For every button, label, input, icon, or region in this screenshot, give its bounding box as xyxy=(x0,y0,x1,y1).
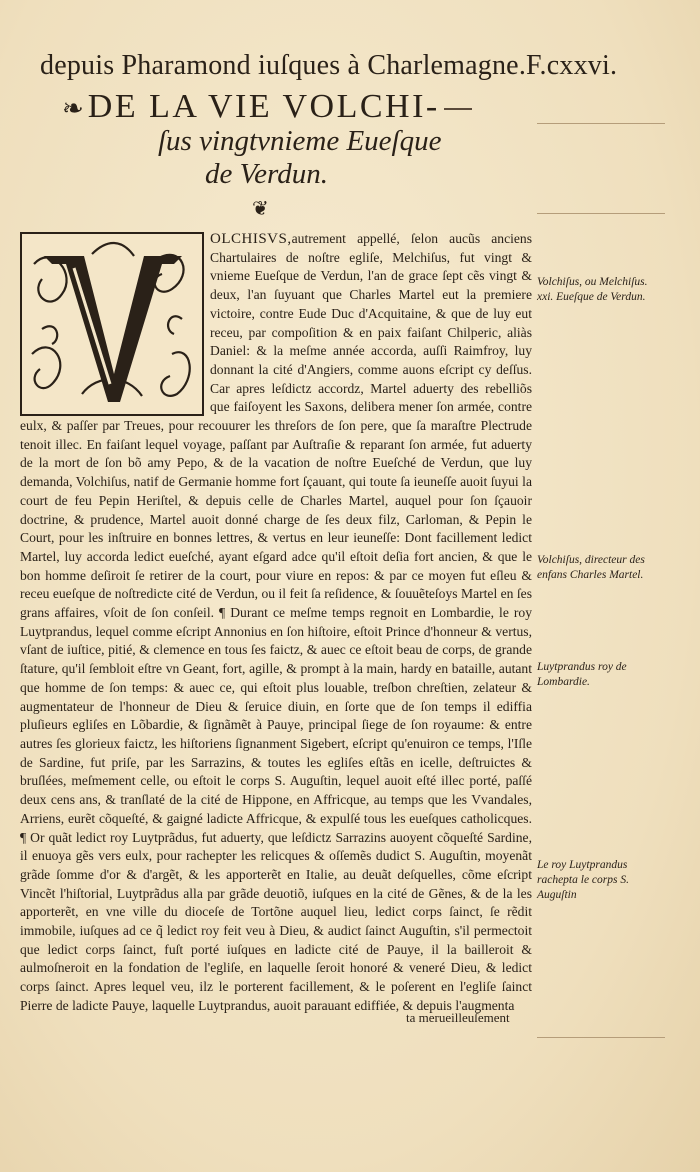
fleuron-icon: ❧ xyxy=(62,94,84,123)
initial-space xyxy=(20,230,210,417)
chapter-title-line-3: de Verdun. xyxy=(205,158,328,190)
margin-note-directeur: Volchiſus, directeur des enfans Charles Martel. xyxy=(537,554,645,581)
margin-rule xyxy=(537,213,665,214)
catchword: ta merueilleuſement xyxy=(406,1010,510,1025)
body-paragraph: autrement appellé, ſelon aucũs anciens Chartulaires de noſtre egliſe, Melchiſus, fut vingt & vnieme Eueſque de Verdun, l'an de grace ſept cẽs vingt & deux, l'an ſuyuant que Charles Martel eut la premiere victoire, contre Eude Duc d'Acquitaine, & que de luy eut receu, par compoſition & en paix faiſant Chilperic, aliàs Daniel: & la meſme année accorda, auſſi Raimfroy, luy donnant la cité d'Angiers, comme auons eſcript cy deſſus. Car apres leſdictz accordz, Martel aduerty des rebelliõs que faiſoyent les Saxons, delibera mener ſon armée, contre eulx, & paſſer par Treues, pour recouurer les threſors de ſon pere, que ſa maraſtre Plectrude tenoit illec. En faiſant lequel voyage, paſſant par Auſtraſie & reparant ſon armée, fut aduerty de la mort de ſon bõ amy Pepo, & de la vacation de noſtre Eueſché de Verdun, que luy demanda, Volchiſus, natif de Germanie homme fort ſçauant, qui toute ſa ieuneſſe auoit ſuyui la court de feu Pepin Heriſtel, & depuis celle de Charles Martel, auquel pour ſon ſçauoir doctrine, & prudence, Martel auoit donné charge de ſes deux filz, Carloman, & Pepin le Court, pour les inſtruire en bonnes lettres, & vertus en leur ieuneſſe: Dont facillement ledict Martel, luy accorda ledict eueſché, ayant eſgard adce qu'il eſtoit deſia fort ancien, & que le bon homme deſiroit ſe retirer de la court, pour viure en repos: & par ce moyen fut eſleu & receu eueſque de noſtredicte cité de Verdun, ou il feit ſa reſidence, & ſouuẽteſoys Martel en ſes grans affaires, vſoit de ſon conſeil. ¶ Durant ce meſme temps regnoit en Lombardie, le roy Luytprandus, lequel comme eſcript Annonius en ſon hiſtoire, eſtoit Prince d'honneur & vertus, vſant de iuſtice, pitié, & clemence en tous ſes faictz, & auec ce eſtoit beau de corps, de grande ſtature, qu'il ſembloit eſtre vn Geant, fort, agille, & prompt à la main, hardy en bataille, autant que homme de ſon temps: & auec ce, qui eſtoit plus louable, treſbon chreſtien, zelateur & augmentateur de l'honneur de Dieu & ſeruice diuin, en ſorte que de ſon temps il ediffia pluſieurs egliſes en Lõbardie, & ſignãmẽt à Pauye, principal ſiege de ſon royaume: & entre autres ſes glorieux faictz, les hiſtoriens ſignanment Sigebert, eſcript qu'enuiron ce temps, l'Iſle de Sardine, fut priſe, par les Sarrazins, & toutes les egliſes eſtãs en icelle, deſtruictes & bruſlées, meſmement celle, ou eſtoit le corps S. Auguſtin, lequel auoit eſté illec porté, paſſé deux cens ans, & tranſlaté de la cité de Hippone, en Affricque, au temps que les Vvandales, Arriens, eurẽt cõqueſté, & gaigné ladicte Affricque, & expulſé tous les eueſques catholicques. ¶ Or quãt ledict roy Luytprãdus, fut aduerty, que leſdictz Sarrazins auoyent cõqueſté Sardine, il enuoya gẽs vers eulx, pour rachepter les relicques & oſſemẽs dudict S. Auguſtin, moyenãt grãde ſomme d'or & d'argẽt, & les apporterẽt en Italie, au deuãt deſquelles, cõme eſcript Vincẽt l'hiſtorial, Luytprãdus alla par grãde deuotiõ, iuſques en la cité de Gẽnes, & de la les apporterẽt, en vne ville du diocеſe de Tortõne auquel lieu, ledict corps ſainct, ſe rẽdit immobile, iuſques ad ce q̃ ledict roy feit veu à Dieu, & audict ſainct Auguſtin, s'il permectoit que ledict corps ſainct, fuſt porté iuſques en ladicte cité de Pauye, il la bailleroit & aulmoſneroit en la fondation de l'egliſe, en laquelle ſeroit honoré & veneré Dieu, & ledict corps ſainct. Apres lequel veu, ilz le porterent facillement, & le poſerent en l'egliſe ſainct Pierre de ladicte Pauye, laquelle Luytprandus, auoit parauant ediffiée, & depuis l'augmenta xyxy=(20,231,532,1013)
chapter-title-line-1 xyxy=(62,88,532,126)
chapter-title-line-2: ſus vingtvnieme Eueſque xyxy=(158,125,442,157)
running-header: depuis Pharamond iuſques à Charlemagne.F.cxxvi. xyxy=(40,50,618,81)
ornament-icon: ❦ xyxy=(252,198,269,220)
margin-rule xyxy=(537,1037,665,1038)
chapter-body xyxy=(20,230,532,1016)
title-dash-rule xyxy=(444,108,472,110)
margin-rule xyxy=(537,123,665,124)
margin-note-volchisus: Volchiſus, ou Melchiſus. xxi. Eueſque de Verdun. xyxy=(537,276,648,303)
margin-note-augustin: Le roy Luytprandus rachepta le corps S. Auguſtin xyxy=(537,859,629,901)
lead-capitals: OLCHISVS, xyxy=(210,231,292,247)
chapter-title-text: DE LA VIE VOLCHI- xyxy=(87,88,440,125)
margin-note-luytprandus: Luytprandus roy de Lombardie. xyxy=(537,661,627,688)
